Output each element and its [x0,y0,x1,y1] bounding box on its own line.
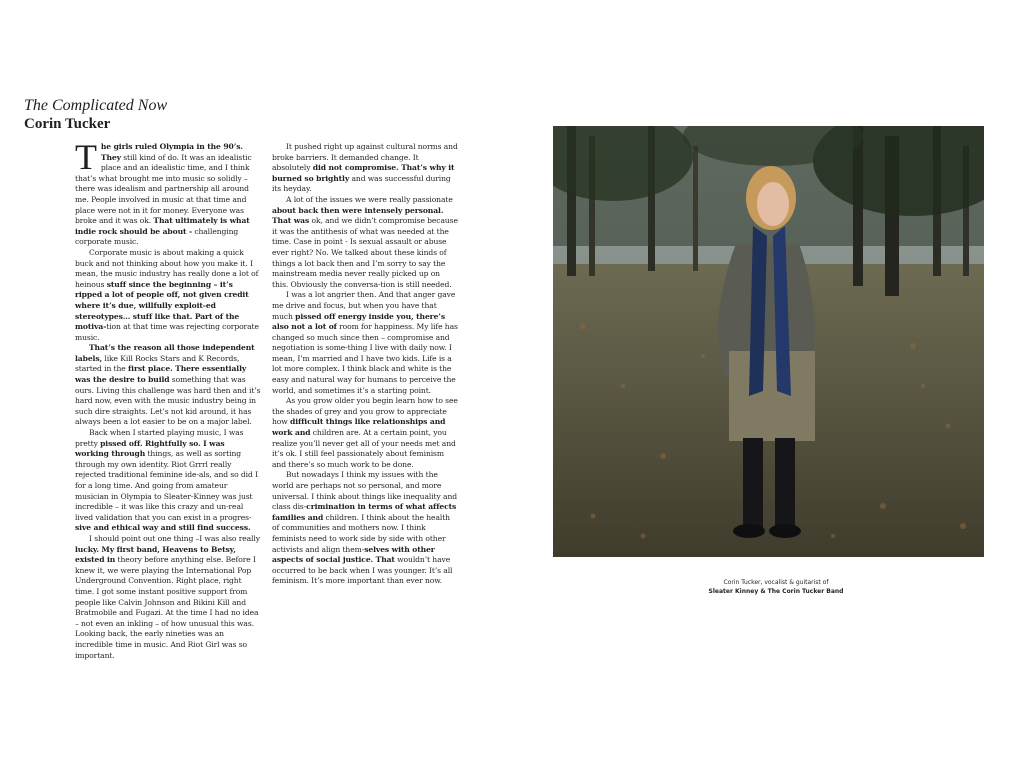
text-run: something that was ours. Living this challenge was hard then and it’s hard now, even with the music industry being in such dire straights. Let’s not kid around, it has always been a lot easier to be on a major label. [75,375,261,427]
bold-run: about back then were intensely personal. That was [272,205,444,226]
paragraph [272,290,458,396]
drop-cap: T [75,137,97,177]
text-run: room for happiness. My life has changed so much since then – compromise and negotiation is some-thing I live with daily now. I mean, I’m married and I have two kids. Life is a lot more complex. I think black and white is the easy and natural way for humans to perceive the world, and sometimes it’s a starting point. [272,322,458,395]
bold-run: stuff since the beginning – it’s ripped a lot of people off, not given credit where it’s due, willfully exploit-ed stereotypes… stuff like that. Part of the motiva- [75,279,249,332]
text-run: children are. At a certain point, you realize you’ll never get all of your needs met and it’s ok. I still feel passionately about feminism and there’s so much work to be done. [272,428,456,469]
text-run: wouldn’t have occurred to be back when I was younger. It’s all feminism. It’s more important than ever now. [272,555,453,586]
paragraph [272,396,458,470]
text-run: theory before anything else. Before I knew it, we were playing the International Pop Underground Convention. Right place, right time. I got some instant positive support from people like Calvin Johnson and Bikini Kill and Bratmobile and Fugazi. At the time I had no idea – not even an inkling – of how unusual this was. Looking back, the early nineties was an incredible time in music. And Riot Girl was so important. [75,555,259,660]
bold-run: That’s the reason all those independent labels, [75,343,255,363]
caption-line: Corin Tucker, vocalist & guitarist of [723,579,829,586]
bold-run: That ultimately is what indie rock should be about - [75,216,250,236]
paragraph [272,142,458,195]
text-run: Corporate music is about making a quick buck and not thinking about how you make it. I mean, the music industry has really done a lot of heinous [75,247,259,289]
paragraph [272,470,458,587]
text-run: and was successful during its heyday. [272,173,451,194]
paragraph [75,248,261,343]
caption-credit: Sleater Kinney & The Corin Tucker Band [708,588,844,595]
text-run: But nowadays I think my issues with the world are perhaps not so personal, and more universal. I think about things like inequality and class dis- [272,470,457,512]
article-column-left [75,137,261,661]
text-run: challenging corporate music. [75,226,239,247]
article-title: The Complicated Now [24,97,168,114]
bold-run: he girls ruled Olympia in the 90’s. They [100,142,243,162]
text-run: As you grow older you begin learn how to see the shades of grey and you grow to appreciate how [272,396,458,427]
bold-run: pissed off. Rightfully so. I was working through [75,438,225,459]
article-column-right [272,142,458,587]
bold-run: crimination in terms of what affects families and [272,502,457,522]
bold-run: sive and ethical way and still find success. [75,523,251,533]
text-run: still kind of do. It was an idealistic place and an idealistic time, and I think that’s what brought me into music so solidly – there was idealism and partnership all around me. People involved in music at that time and place were not in it for money. Everyone was broke and it was ok. [75,152,252,226]
paragraph [272,195,458,290]
text-run: things, as well as sorting through my own identity. Riot Grrrl really rejected traditional feminine ide-als, and so did I for a long time. And going from amateur musician in Olympia to Sleater-Kinney was just incredible – it was like this crazy and un-real lived validation that you can exist in a progres- [75,449,258,522]
text-run: I was a lot angrier then. And that anger gave me drive and focus, but when you have that much [272,290,456,321]
text-run: like Kill Rocks Stars and K Records, started in the [75,353,240,374]
paragraph [75,534,261,661]
paragraph [75,428,261,534]
photo-caption [553,578,999,596]
bold-run: did not compromise. That’s why it burned so brightly [272,163,455,183]
text-run: I should point out one thing –I was also really [89,533,260,543]
text-run: tion at that time was rejecting corporate music. [75,322,259,342]
text-run: children. I think about the health of communities and mothers now. I think feminists need to work side by side with other activists and align them- [272,512,450,554]
bold-run: first place. There essentially was the desire to build [75,364,247,385]
text-run: ok, and we didn’t compromise because it was the antithesis of what was needed at the time. Case in point - Is sexual assault or abuse ever right? No. We talked about these kinds of things a lot back then and I’m sorry to say the mainstream media never really picked up on this. Obviously the conversa-tion is still needed. [272,216,458,289]
text-run: Back when I started playing music, I was pretty [75,428,244,448]
paragraph [75,137,261,248]
bold-run: lucky. My first band, Heavens to Betsy, existed in [75,544,236,565]
portrait-photo [553,126,984,557]
bold-run: difficult things like relationships and work and [272,417,446,438]
bold-run: selves with other aspects of social justice. That [272,544,435,565]
paragraph [75,343,261,428]
text-run: A lot of the issues we were really passionate [286,194,453,204]
text-run: It pushed right up against cultural norms and broke barriers. It demanded change. It absolutely [272,142,458,173]
subject-name: Corin Tucker [24,116,111,132]
bold-run: pissed off energy inside you, there’s also not a lot of [272,311,446,332]
